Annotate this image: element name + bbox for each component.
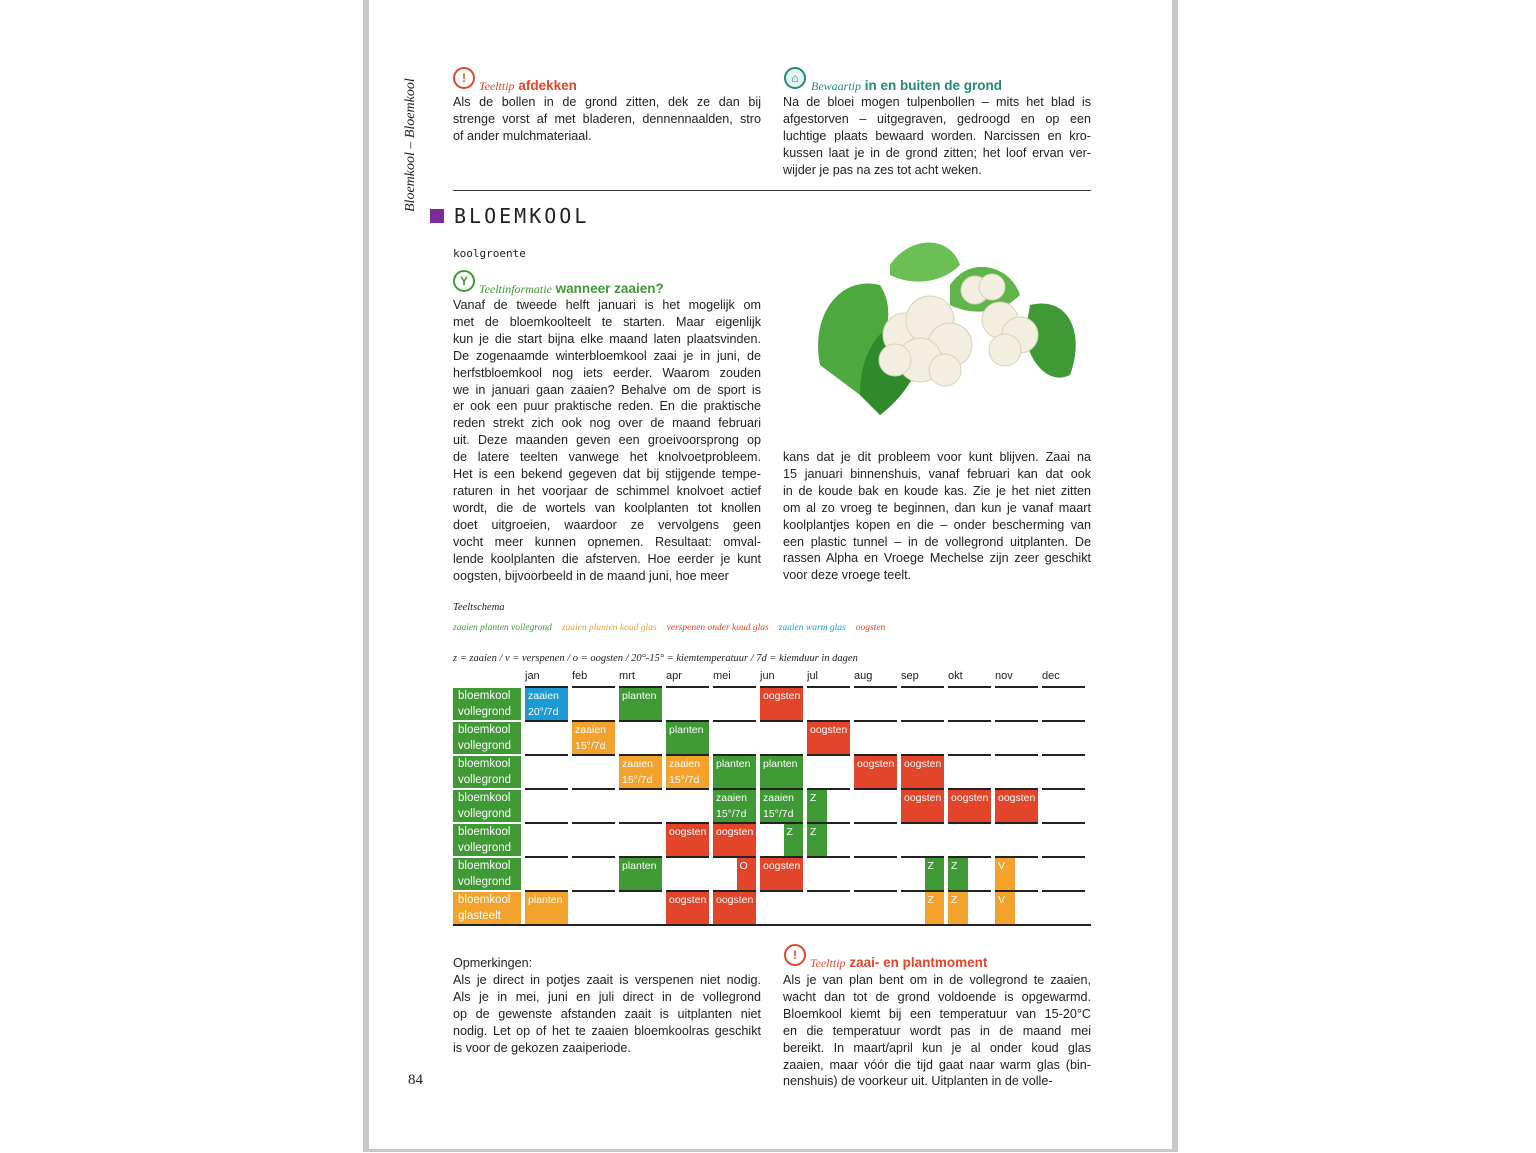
cell-subtext: 15°/7d xyxy=(669,774,700,786)
row-label-line1: bloemkool xyxy=(458,894,511,906)
cell-subtext: 15°/7d xyxy=(622,774,653,786)
row-label xyxy=(453,722,521,754)
text-line: luchtige plaats bewaard worden. Narcissen en kro- xyxy=(783,128,1091,143)
grid-line xyxy=(1042,754,1085,756)
schedule-cell xyxy=(995,858,1015,890)
grid-line xyxy=(619,788,662,790)
text-line: kun je die start bijna elke maand laten plaatsvinden. xyxy=(453,331,761,346)
grid-line xyxy=(995,720,1038,722)
tip2-body xyxy=(783,94,1091,179)
schedule-cell xyxy=(760,790,803,822)
text-line: wijder je pas na zes tot acht weken. xyxy=(783,162,982,177)
text-line: voor deze vroege teelt. xyxy=(783,568,912,583)
schedule-cell xyxy=(901,790,944,822)
text-line: Als de bollen in de grond zitten, dek ze dan bij xyxy=(453,95,761,109)
schedule-cell xyxy=(713,756,756,788)
grid-line xyxy=(525,788,568,790)
tip2-label: Bewaartip xyxy=(811,79,861,93)
grid-line xyxy=(901,822,944,824)
tip-icon: ! xyxy=(453,67,475,89)
cell-subtext: 15°/7d xyxy=(716,808,747,820)
cell-text: oogsten xyxy=(998,792,1036,804)
grid-line xyxy=(948,754,991,756)
schedule-cell xyxy=(760,688,803,720)
grid-line xyxy=(807,890,850,892)
row-label xyxy=(453,892,521,924)
row-label xyxy=(453,688,521,720)
cell-text: O xyxy=(739,860,748,872)
cell-text: oogsten xyxy=(716,826,754,838)
cell-text: planten xyxy=(528,894,563,906)
text-line: reden strekt zich ook nog over de maand februari xyxy=(453,416,761,431)
grid-line xyxy=(854,686,897,688)
cell-text: Z xyxy=(810,792,817,804)
row-label-line2: glasteelt xyxy=(458,910,501,922)
grid-line xyxy=(525,720,568,722)
text-line: doet uitgroeien, waardoor ze vervolgens geen xyxy=(453,517,761,532)
month-label: nov xyxy=(995,670,1013,682)
cell-text: oogsten xyxy=(763,690,801,702)
month-label: mei xyxy=(713,670,731,682)
text-line: er ook een puur praktische reden. En die praktische xyxy=(453,399,761,414)
month-label: jan xyxy=(525,670,540,682)
storage-icon: ⌂ xyxy=(784,67,806,89)
schedule-cell xyxy=(807,824,827,856)
schedule-cell xyxy=(666,892,709,924)
row-label-line1: bloemkool xyxy=(458,826,511,838)
grid-line xyxy=(807,754,850,756)
text-line: koolplantjes kopen en die – onder bescherming van xyxy=(783,517,1091,532)
text-line: wacht dan tot de grond voldoende is opgewarmd. xyxy=(783,989,1091,1004)
month-label: dec xyxy=(1042,670,1060,682)
text-line: Bloemkool kiemt bij een temperatuur van 15-20°C xyxy=(783,1006,1091,1021)
grid-line xyxy=(1042,720,1085,722)
grid-line xyxy=(854,890,897,892)
schedule-cell xyxy=(925,858,945,890)
grid-line xyxy=(901,686,944,688)
tip3-body xyxy=(783,972,1091,1090)
cell-text: oogsten xyxy=(669,826,707,838)
grid-line xyxy=(807,856,850,858)
row-label xyxy=(453,756,521,788)
schedule-cell xyxy=(901,756,944,788)
text-line: rassen Alpha en Vroege Mechelse zijn zeer geschikt xyxy=(783,551,1091,566)
text-line: 15 januari binnenshuis, vanaf februari kan dat ook xyxy=(783,466,1091,481)
schedule-cell xyxy=(925,892,945,924)
cell-text: oogsten xyxy=(951,792,989,804)
month-label: apr xyxy=(666,670,682,682)
text-line: nodig. Let op of het te zaaien bloemkoolras geschikt xyxy=(453,1023,761,1038)
cell-text: zaaien xyxy=(575,724,606,736)
cell-text: Z xyxy=(951,860,958,872)
page-number: 84 xyxy=(408,1072,423,1088)
grid-line xyxy=(854,856,897,858)
section-marker xyxy=(430,209,444,223)
cell-text: planten xyxy=(622,690,657,702)
grid-line xyxy=(453,924,1091,926)
text-line: een plastic tunnel – in de vollegrond uitplanten. De xyxy=(783,534,1091,549)
schedule-cell xyxy=(666,722,709,754)
schedule-cell xyxy=(525,892,568,924)
text-line: wordt, die de wortels van koolplanten tot knollen xyxy=(453,500,761,515)
text-line: in de koude bak en koude kas. Zie je het niet zitten xyxy=(783,483,1091,498)
grid-line xyxy=(572,686,615,688)
cell-text: zaaien xyxy=(716,792,747,804)
row-label-line1: bloemkool xyxy=(458,792,511,804)
grid-line xyxy=(995,754,1038,756)
grid-line xyxy=(713,720,756,722)
text-line: en die temperatuur wordt pas in de maand mei xyxy=(783,1023,1091,1038)
grid-line xyxy=(995,822,1038,824)
text-line: bereikt. In maart/april kun je al onder koud glas xyxy=(783,1040,1091,1055)
grid-line xyxy=(948,686,991,688)
schedule-cell xyxy=(807,722,850,754)
text-line: herfstbloemkool nog iets eerder. Waarom zouden xyxy=(453,365,761,380)
cell-text: Z xyxy=(951,894,958,906)
schedule-cell xyxy=(737,858,757,890)
cell-text: V xyxy=(998,860,1006,872)
plant-icon: Y xyxy=(453,270,475,292)
tip1-heading xyxy=(479,78,577,94)
grid-line xyxy=(760,720,803,722)
cell-subtext: 15°/7d xyxy=(763,808,794,820)
text-line: raturen in het voorjaar de schimmel knolvoet actief xyxy=(453,483,761,498)
cell-text: oogsten xyxy=(810,724,848,736)
text-line: nenshuis) de voorkeur uit. Uitplanten in de volle- xyxy=(783,1074,1053,1089)
grid-line xyxy=(1042,856,1085,858)
section-title: BLOEMKOOL xyxy=(454,204,590,228)
tip2-heading xyxy=(811,78,1002,94)
row-label xyxy=(453,858,521,890)
text-line: uit. Deze maanden geven een groeivoorsprong op xyxy=(453,433,761,448)
schema-title: Teeltschema xyxy=(453,602,505,613)
tip2-title: in en buiten de grond xyxy=(864,78,1003,93)
text-line: strenge vorst af met bladeren, dennennaalden, stro xyxy=(453,111,761,126)
grid-line xyxy=(525,856,568,858)
grid-line xyxy=(854,788,897,790)
grid-line xyxy=(666,788,709,790)
cell-text: Z xyxy=(810,826,817,838)
row-label xyxy=(453,790,521,822)
cell-text: planten xyxy=(763,758,798,770)
cell-text: oogsten xyxy=(763,860,801,872)
text-line: met de bloemkoolteelt te starten. Maar eigenlijk xyxy=(453,314,761,329)
info-column-1 xyxy=(453,297,761,584)
legend-item: zaaien planten vollegrond xyxy=(453,623,552,633)
cell-text: oogsten xyxy=(904,758,942,770)
schedule-cell xyxy=(713,790,756,822)
text-line: Vanaf de tweede helft januari is het mogelijk om xyxy=(453,298,761,312)
schedule-cell xyxy=(784,824,804,856)
schedule-cell xyxy=(619,858,662,890)
grid-line xyxy=(995,686,1038,688)
grid-line xyxy=(1042,686,1085,688)
schedule-cell xyxy=(995,790,1038,822)
grid-line xyxy=(619,822,662,824)
grid-line xyxy=(713,686,756,688)
tip3-label: Teelttip xyxy=(810,956,846,970)
grid-line xyxy=(572,890,615,892)
month-label: sep xyxy=(901,670,919,682)
text-line: oogsten, bijvoorbeeld in de maand juni, hoe meer xyxy=(453,568,729,583)
grid-line xyxy=(525,754,568,756)
text-line: zaaien, maar vóór die tijd gaat naar warm glas (bin- xyxy=(783,1057,1091,1072)
tip-icon: ! xyxy=(784,944,806,966)
cell-text: V xyxy=(998,894,1006,906)
grid-line xyxy=(854,720,897,722)
tip1-body xyxy=(453,94,761,145)
text-line: kans dat je dit probleem voor kunt blijven. Zaai na xyxy=(783,450,1091,464)
row-label-line1: bloemkool xyxy=(458,690,511,702)
remarks-body xyxy=(453,972,761,1057)
schedule-cell xyxy=(948,790,991,822)
text-line: de latere teelten vanwege het knolvoetprobleem. xyxy=(453,450,761,465)
tip1-title: afdekken xyxy=(518,78,577,93)
grid-line xyxy=(1042,890,1085,892)
grid-line xyxy=(854,822,897,824)
schedule-cell xyxy=(666,756,709,788)
grid-line xyxy=(760,890,803,892)
grid-line xyxy=(572,788,615,790)
legend-item: zaaien planten koud glas xyxy=(561,623,657,633)
row-label-line1: bloemkool xyxy=(458,758,511,770)
text-line: Na de bloei mogen tulpenbollen – mits het blad is xyxy=(783,95,1091,109)
month-label: mrt xyxy=(619,670,635,682)
row-label-line2: vollegrond xyxy=(458,740,512,752)
remarks-title: Opmerkingen: xyxy=(453,956,533,970)
text-line: vocht meer kunnen opnemen. Resultaat: omval- xyxy=(453,534,761,549)
schedule-cell xyxy=(807,790,827,822)
text-line: Als je in mei, juni en juli direct in de vollegrond xyxy=(453,989,761,1004)
cell-text: zaaien xyxy=(528,690,559,702)
schedule-cell xyxy=(854,756,897,788)
legend-item: verspenen onder koud glas xyxy=(666,623,769,633)
month-label: feb xyxy=(572,670,588,682)
text-line: Het is een bekend gegeven dat bij stijgende tempe- xyxy=(453,467,761,482)
schedule-cell xyxy=(995,892,1015,924)
grid-line xyxy=(666,686,709,688)
schedule-cell xyxy=(619,756,662,788)
cell-text: oogsten xyxy=(716,894,754,906)
grid-line xyxy=(1042,822,1085,824)
cell-text: planten xyxy=(622,860,657,872)
row-label-line1: bloemkool xyxy=(458,724,511,736)
schedule-cell xyxy=(948,892,968,924)
tip3-title: zaai- en plantmoment xyxy=(849,955,988,970)
schedule-cell xyxy=(525,688,568,720)
grid-line xyxy=(572,822,615,824)
running-head: Bloemkool – Bloemkool xyxy=(403,78,418,212)
cell-text: Z xyxy=(927,860,934,872)
cell-text: Z xyxy=(786,826,793,838)
row-label-line2: vollegrond xyxy=(458,706,512,718)
grid-line xyxy=(901,720,944,722)
cauliflower-image xyxy=(800,225,1090,425)
grid-line xyxy=(525,822,568,824)
row-label-line2: vollegrond xyxy=(458,876,512,888)
cell-text: planten xyxy=(716,758,751,770)
schedule-cell xyxy=(666,824,709,856)
grid-line xyxy=(572,856,615,858)
grid-line xyxy=(619,720,662,722)
schedule-cell xyxy=(619,688,662,720)
cell-text: zaaien xyxy=(669,758,700,770)
text-line: De zogenaamde winterbloemkool zaai je in juni, de xyxy=(453,348,761,363)
section-subtitle: koolgroente xyxy=(453,247,526,260)
grid-line xyxy=(666,856,709,858)
schedule-cell xyxy=(760,756,803,788)
divider xyxy=(453,190,1091,191)
grid-line xyxy=(1042,788,1085,790)
row-label xyxy=(453,824,521,856)
text-line: lende koolplanten die afsterven. Hoe eerder je kunt xyxy=(453,551,761,566)
tip1-label: Teelttip xyxy=(479,79,515,93)
text-line: Als je van plan bent om in de vollegrond te zaaien, xyxy=(783,973,1091,987)
grid-line xyxy=(572,754,615,756)
legend-item: zaaien warm glas xyxy=(778,623,846,633)
cell-text: oogsten xyxy=(904,792,942,804)
row-label-line2: vollegrond xyxy=(458,842,512,854)
cell-text: oogsten xyxy=(669,894,707,906)
cell-text: planten xyxy=(669,724,704,736)
row-label-line2: vollegrond xyxy=(458,808,512,820)
month-label: okt xyxy=(948,670,963,682)
grid-line xyxy=(807,686,850,688)
month-label: jun xyxy=(760,670,775,682)
month-label: jul xyxy=(807,670,819,682)
grid-line xyxy=(948,720,991,722)
schedule-cell xyxy=(713,892,756,924)
cell-text: zaaien xyxy=(622,758,653,770)
text-line: Als je direct in potjes zaait is verspenen niet nodig. xyxy=(453,973,761,987)
text-line: is voor de gekozen zaaiperiode. xyxy=(453,1040,631,1055)
text-line: of ander mulchmateriaal. xyxy=(453,128,592,143)
info-column-2 xyxy=(783,449,1091,584)
row-label-line1: bloemkool xyxy=(458,860,511,872)
schema-key: z = zaaien / v = verspenen / o = oogsten / 20°-15° = kiemtemperatuur / 7d = kiemduur in dagen xyxy=(453,653,858,664)
text-line: kussen laat je in de grond zitten; het loof ervan ver- xyxy=(783,145,1091,160)
cell-subtext: 15°/7d xyxy=(575,740,606,752)
row-label-line2: vollegrond xyxy=(458,774,512,786)
legend-item: oogsten xyxy=(855,623,886,633)
cell-text: oogsten xyxy=(857,758,895,770)
cell-text: zaaien xyxy=(763,792,794,804)
schedule-cell xyxy=(713,824,756,856)
schema-legend xyxy=(453,623,895,633)
month-label: aug xyxy=(854,670,873,682)
grid-line xyxy=(619,890,662,892)
text-line: afgestorven – uitgegraven, gedroogd en op een xyxy=(783,111,1091,126)
info-label: Teeltinformatie xyxy=(479,282,552,296)
text-line: op de gewenste afstanden zaait is uitplanten niet xyxy=(453,1006,761,1021)
schedule-cell xyxy=(572,722,615,754)
info-title: wanneer zaaien? xyxy=(555,281,664,296)
text-line: we in januari gaan zaaien? Behalve om de sport is xyxy=(453,382,761,397)
schedule-cell xyxy=(760,858,803,890)
cell-text: Z xyxy=(927,894,934,906)
schedule-cell xyxy=(948,858,968,890)
text-line: om al zo vroeg te beginnen, dan kun je vanaf maart xyxy=(783,500,1091,515)
info-heading xyxy=(479,281,664,297)
tip3-heading xyxy=(810,955,987,971)
cell-subtext: 20°/7d xyxy=(528,706,559,718)
grid-line xyxy=(948,822,991,824)
